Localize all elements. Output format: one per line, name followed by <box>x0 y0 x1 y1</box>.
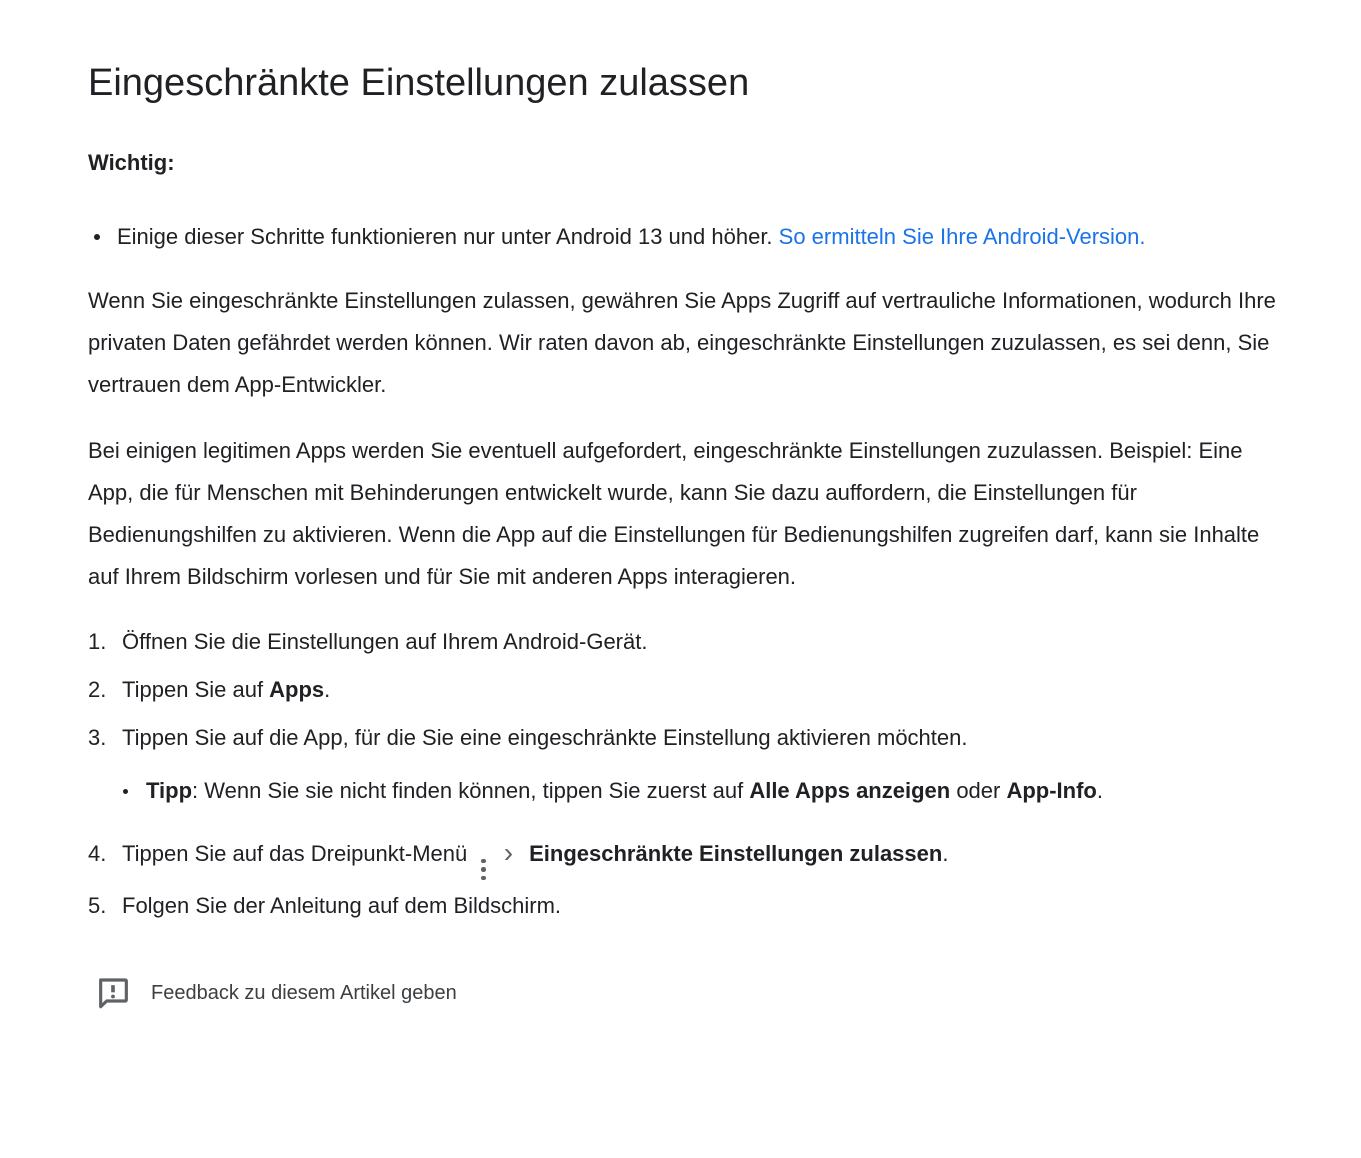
more-vert-icon <box>481 859 486 881</box>
step-2-text <box>122 668 1283 712</box>
tip-bold-all-apps: Alle Apps anzeigen <box>749 778 951 803</box>
tip-post: . <box>1096 778 1103 803</box>
step-4 <box>88 832 1283 880</box>
tip-label: Tipp <box>146 778 193 803</box>
step-4-bold: Eingeschränkte Einstellungen zulassen <box>529 841 943 866</box>
step-4-text <box>122 832 1283 880</box>
step-5-text: Folgen Sie der Anleitung auf dem Bildschirm. <box>122 893 562 918</box>
bullet-marker <box>94 234 100 240</box>
android-version-link[interactable]: So ermitteln Sie Ihre Android-Version. <box>778 224 1146 249</box>
tip-mid2: oder <box>950 778 1007 803</box>
tip-bold-app-info: App-Info <box>1006 778 1097 803</box>
tip-note <box>123 770 1283 812</box>
step-2-post: . <box>324 677 331 702</box>
feedback-link[interactable] <box>88 973 457 1013</box>
step-1-text: Öffnen Sie die Einstellungen auf Ihrem Android-Gerät. <box>122 629 648 654</box>
important-note-plain: Einige dieser Schritte funktionieren nur unter Android 13 und höher. <box>117 224 779 249</box>
steps-list <box>88 620 1283 928</box>
important-note-text <box>117 216 1283 258</box>
step-1-number: 1. <box>88 629 107 654</box>
step-4-post: . <box>942 841 949 866</box>
important-label: Wichtig: <box>88 150 175 175</box>
step-2-number: 2. <box>88 677 107 702</box>
step-5 <box>88 884 1283 928</box>
step-2-pre: Tippen Sie auf <box>122 677 270 702</box>
paragraph-warning: Wenn Sie eingeschränkte Einstellungen zulassen, gewähren Sie Apps Zugriff auf vertrauliche Informationen, wodurch Ihre privaten Daten gefährdet werden können. Wir raten davon ab, eingeschränkte Einstellungen zuzulassen, es sei denn, Sie vertrauen dem App-Entwickler. <box>88 288 1276 397</box>
bullet-marker <box>123 789 128 794</box>
tip-text <box>146 770 1103 812</box>
step-2 <box>88 668 1283 712</box>
step-4-number: 4. <box>88 841 107 866</box>
step-2-bold: Apps <box>269 677 325 702</box>
feedback-label: Feedback zu diesem Artikel geben <box>151 982 457 1004</box>
tip-mid1: : Wenn Sie sie nicht finden können, tippen Sie zuerst auf <box>192 778 750 803</box>
step-3-text: Tippen Sie auf die App, für die Sie eine eingeschränkte Einstellung aktivieren möchten. <box>122 725 968 750</box>
step-4-pre: Tippen Sie auf das Dreipunkt-Menü <box>122 841 468 866</box>
step-3 <box>88 716 1283 760</box>
step-1 <box>88 620 1283 664</box>
paragraph-legit-apps: Bei einigen legitimen Apps werden Sie eventuell aufgefordert, eingeschränkte Einstellungen zuzulassen. Beispiel: Eine App, die für Menschen mit Behinderungen entwickelt wurde, kann Sie dazu auffordern, die Einstellungen für Bedienungshilfen zu aktivieren. Wenn die App auf die Einstellungen für Bedienungshilfen zugreifen darf, kann sie Inhalte auf Ihrem Bildschirm vorlesen und für Sie mit anderen Apps interagieren. <box>88 438 1260 589</box>
feedback-bubble-icon <box>93 973 133 1013</box>
page-title: Eingeschränkte Einstellungen zulassen <box>88 62 750 104</box>
chevron-right-icon: › <box>503 837 514 868</box>
step-5-number: 5. <box>88 893 107 918</box>
step-3-number: 3. <box>88 725 107 750</box>
important-note <box>88 216 1283 258</box>
